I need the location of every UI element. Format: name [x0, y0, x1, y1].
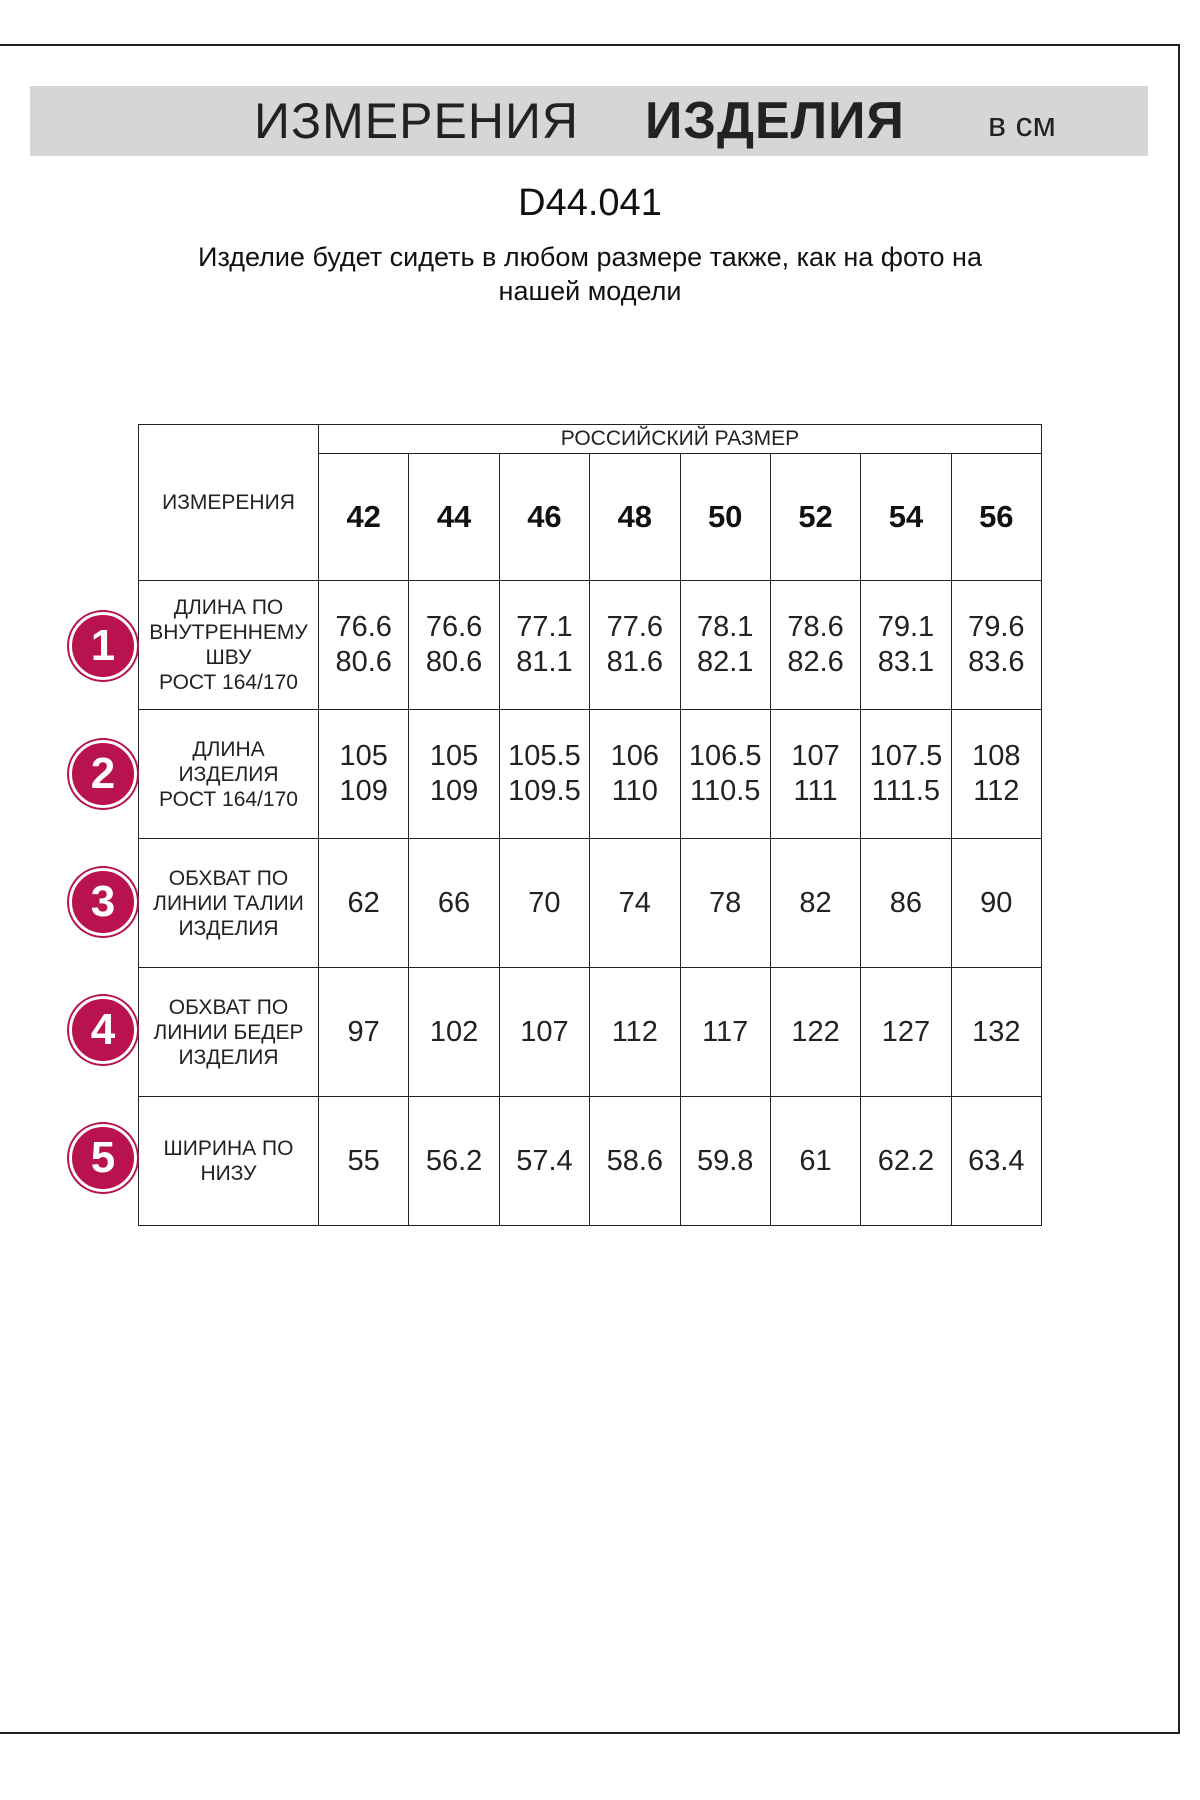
value-line: 83.1: [877, 646, 935, 678]
value-cell: [680, 581, 770, 710]
measure-label-line: ИЗДЕЛИЯ: [178, 762, 279, 786]
row-number-badge: 3: [69, 868, 137, 936]
value-cell: [409, 968, 499, 1097]
value-cell: [319, 710, 409, 839]
measure-label-line: ШВУ: [205, 646, 252, 669]
row-number-badge: 4: [69, 996, 137, 1064]
value-cell: [951, 581, 1041, 710]
value-line: 105: [429, 740, 479, 772]
size-header-52: 52: [770, 454, 860, 581]
value-cell: [951, 710, 1041, 839]
measure-label: [139, 1097, 319, 1226]
value-line: 132: [972, 1015, 1021, 1048]
size-header-56: 56: [951, 454, 1041, 581]
value-cell: [861, 968, 951, 1097]
value-cell: [499, 1097, 589, 1226]
value-line: 106.5: [688, 740, 762, 772]
fit-note-line-1: Изделие будет сидеть в любом размере также, как на фото на: [198, 242, 982, 272]
value-cell: [319, 968, 409, 1097]
table-row: [139, 839, 1042, 968]
value-line: 78.6: [787, 611, 844, 643]
value-line: 109: [429, 775, 479, 807]
value-line: 78.1: [696, 611, 754, 643]
measure-label: [139, 968, 319, 1097]
measure-label-line: РОСТ 164/170: [159, 671, 298, 694]
value-cell: [409, 1097, 499, 1226]
value-cell: [861, 839, 951, 968]
row-number-badge: 1: [69, 612, 137, 680]
value-line: 105.5: [508, 740, 581, 772]
value-cell: [590, 968, 680, 1097]
value-cell: [499, 839, 589, 968]
measure-header: ИЗМЕРЕНИЯ: [139, 425, 319, 581]
value-line: 111: [793, 775, 838, 807]
value-line: 107.5: [869, 740, 943, 772]
value-line: 106: [610, 740, 659, 772]
size-header-48: 48: [590, 454, 680, 581]
value-cell: [861, 710, 951, 839]
value-line: 108: [972, 740, 1021, 772]
measure-label-line: НИЗУ: [200, 1162, 257, 1185]
value-cell: [319, 1097, 409, 1226]
table-row: [139, 581, 1042, 710]
fit-note-line-2: нашей модели: [498, 276, 682, 306]
value-line: 82: [799, 886, 832, 919]
product-code: D44.041: [518, 182, 662, 224]
value-line: 107: [520, 1015, 569, 1048]
measure-label-line: ДЛИНА ПО: [173, 596, 284, 619]
row-number-badge: 2: [69, 740, 137, 808]
value-cell: [680, 710, 770, 839]
table-row: [139, 1097, 1042, 1226]
value-line: 127: [881, 1015, 931, 1048]
value-line: 117: [702, 1015, 749, 1048]
value-line: 79.6: [968, 611, 1025, 643]
value-line: 56.2: [425, 1144, 483, 1177]
table-row: [139, 968, 1042, 1097]
size-table: [138, 424, 1042, 1226]
row-number-badge: 5: [69, 1124, 137, 1192]
value-cell: [861, 581, 951, 710]
value-cell: [590, 581, 680, 710]
size-header-46: 46: [499, 454, 589, 581]
value-cell: [319, 839, 409, 968]
value-cell: [951, 968, 1041, 1097]
value-line: 76.6: [425, 611, 483, 643]
value-cell: [499, 710, 589, 839]
value-cell: [951, 839, 1041, 968]
value-line: 86: [889, 886, 923, 919]
size-group-header: РОССИЙСКИЙ РАЗМЕР: [319, 425, 1042, 454]
measure-label-line: ВНУТРЕННЕМУ: [149, 621, 308, 644]
size-header-54: 54: [861, 454, 951, 581]
value-line: 105: [339, 740, 388, 772]
measure-label: [139, 839, 319, 968]
title-banner: [30, 86, 1148, 156]
value-line: 77.1: [516, 611, 573, 643]
value-line: 77.6: [606, 611, 664, 643]
size-header-50: 50: [680, 454, 770, 581]
value-line: 110: [611, 775, 658, 807]
value-cell: [499, 581, 589, 710]
title-word-measurements: ИЗМЕРЕНИЯ: [254, 93, 579, 149]
title-unit: в см: [988, 106, 1056, 144]
measure-label: [139, 710, 319, 839]
value-line: 90: [980, 886, 1013, 919]
measure-label-line: ЛИНИИ БЕДЕР: [153, 1020, 304, 1044]
value-cell: [770, 710, 860, 839]
value-cell: [770, 968, 860, 1097]
value-line: 81.6: [606, 646, 664, 678]
size-header-42: 42: [319, 454, 409, 581]
value-line: 63.4: [968, 1144, 1025, 1177]
value-cell: [590, 839, 680, 968]
value-line: 111.5: [871, 775, 941, 807]
value-line: 109.5: [508, 775, 581, 807]
value-line: 112: [973, 775, 1020, 807]
value-line: 58.6: [606, 1144, 664, 1177]
measure-label-line: ЛИНИИ ТАЛИИ: [153, 891, 304, 915]
value-cell: [499, 968, 589, 1097]
value-line: 81.1: [516, 646, 573, 678]
measure-label: [139, 581, 319, 710]
value-line: 61: [799, 1144, 832, 1177]
title-word-product: ИЗДЕЛИЯ: [645, 92, 905, 150]
value-line: 66: [437, 886, 471, 919]
measure-label-line: ОБХВАТ ПО: [168, 995, 289, 1019]
value-line: 112: [611, 1015, 658, 1048]
value-line: 74: [618, 886, 651, 919]
value-line: 55: [347, 1144, 380, 1177]
value-line: 59.8: [696, 1144, 754, 1177]
table-row: [139, 710, 1042, 839]
fit-note: [150, 240, 1030, 308]
measure-label-line: ШИРИНА ПО: [163, 1137, 294, 1160]
value-line: 62.2: [877, 1144, 935, 1177]
value-line: 122: [791, 1015, 840, 1048]
value-line: 80.6: [335, 646, 392, 678]
size-header-44: 44: [409, 454, 499, 581]
value-line: 57.4: [516, 1144, 573, 1177]
value-line: 107: [791, 740, 840, 772]
value-cell: [409, 839, 499, 968]
value-cell: [680, 968, 770, 1097]
measure-label-line: ОБХВАТ ПО: [168, 866, 289, 890]
value-line: 97: [347, 1015, 380, 1048]
value-line: 102: [429, 1015, 479, 1048]
value-line: 82.6: [787, 646, 844, 678]
measure-label-line: ИЗДЕЛИЯ: [178, 1045, 279, 1069]
value-line: 79.1: [877, 611, 935, 643]
value-cell: [319, 581, 409, 710]
value-line: 80.6: [425, 646, 483, 678]
value-cell: [409, 581, 499, 710]
measure-label-line: ИЗДЕЛИЯ: [178, 916, 279, 940]
value-line: 78: [709, 886, 742, 919]
value-line: 83.6: [968, 646, 1025, 678]
value-cell: [680, 1097, 770, 1226]
value-cell: [590, 1097, 680, 1226]
value-cell: [680, 839, 770, 968]
value-cell: [861, 1097, 951, 1226]
value-cell: [770, 839, 860, 968]
value-line: 82.1: [696, 646, 754, 678]
measure-label-line: ДЛИНА: [192, 737, 265, 761]
value-line: 109: [339, 775, 388, 807]
value-line: 76.6: [335, 611, 392, 643]
value-cell: [770, 581, 860, 710]
value-cell: [409, 710, 499, 839]
value-cell: [770, 1097, 860, 1226]
value-line: 70: [528, 886, 561, 919]
value-cell: [590, 710, 680, 839]
value-cell: [951, 1097, 1041, 1226]
value-line: 62: [347, 886, 380, 919]
value-line: 110.5: [689, 775, 761, 807]
measure-label-line: РОСТ 164/170: [159, 787, 298, 811]
